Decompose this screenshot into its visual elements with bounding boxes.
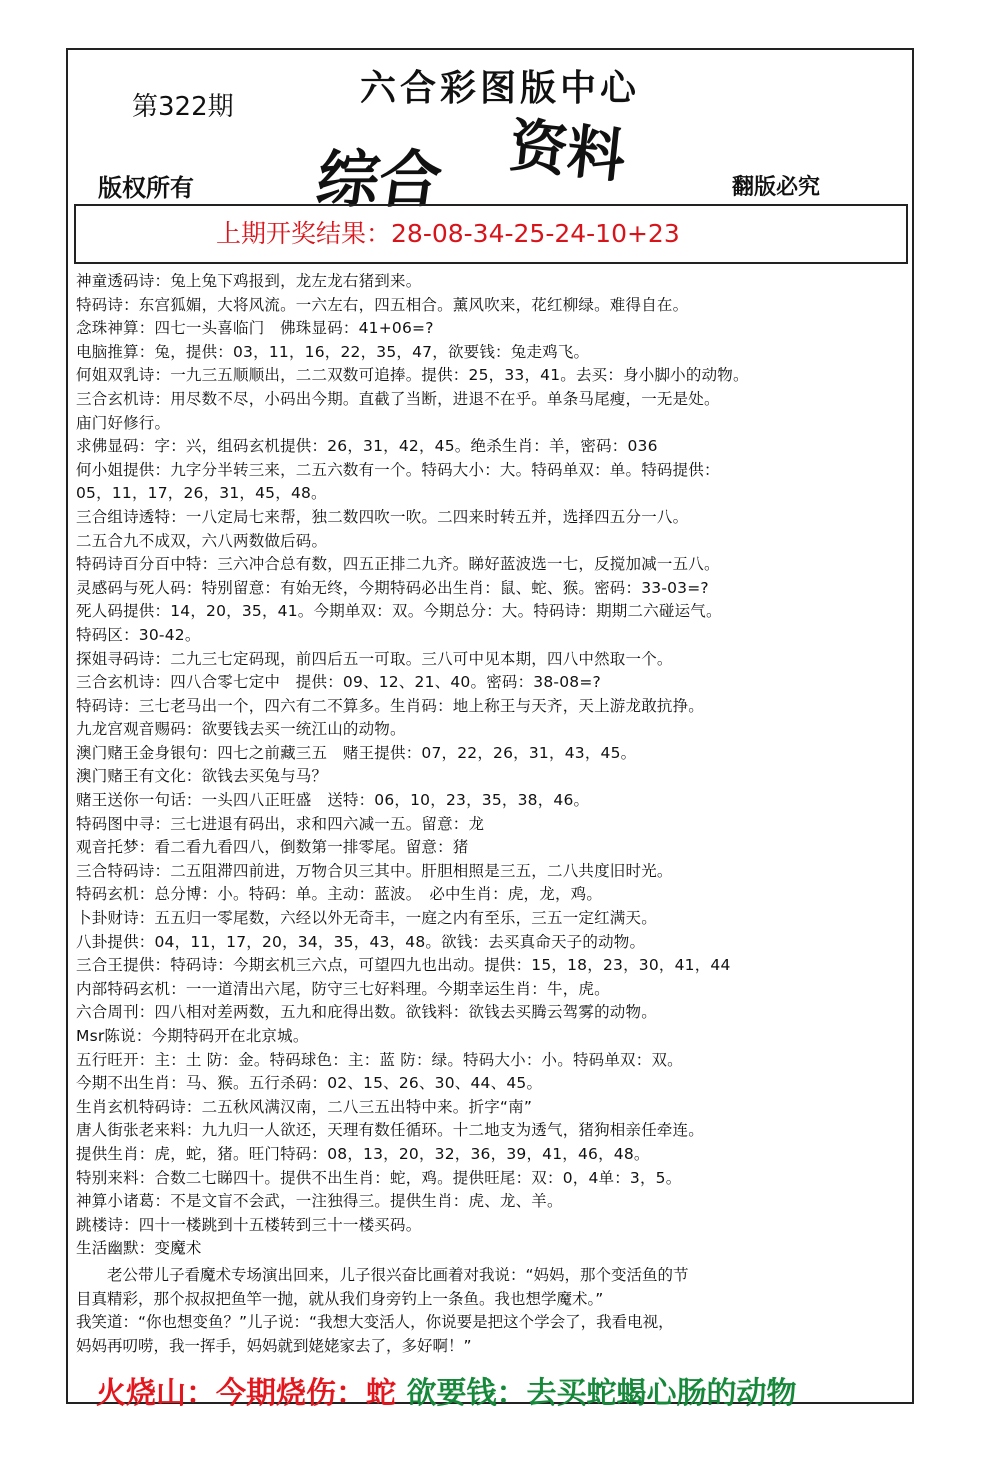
content-line: 澳门赌王金身银句：四七之前藏三五 赌王提供：07，22，26，31，43，45。 xyxy=(76,743,637,762)
bottom-green-text: 欲要钱：去买蛇蝎心肠的动物 xyxy=(406,1376,797,1411)
story-line: 妈妈再叨唠，我一挥手，妈妈就到姥姥家去了，多好啊！” xyxy=(76,1336,472,1355)
content-line: 五行旺开：主：土 防：金。特码球色：主：蓝 防：绿。特码大小：小。特码单双：双。 xyxy=(76,1050,683,1069)
content-line: 赌王送你一句话：一头四八正旺盛 送特：06，10，23，35，38，46。 xyxy=(76,791,590,810)
content-line: 三合王提供：特码诗：今期玄机三六点，可望四九也出动。提供：15，18，23，30，41，44 xyxy=(76,956,731,975)
content-line: 今期不出生肖：马、猴。五行杀码：02、15、26、30、44、45。 xyxy=(76,1074,543,1093)
story-line: 我笑道：“你也想变鱼？”儿子说：“我想大变活人，你说要是把这个学会了，我看电视， xyxy=(76,1313,674,1332)
copyright-label: 版权所有 xyxy=(98,174,194,202)
last-result-text xyxy=(216,214,680,250)
last-result-label: 上期开奖结果： xyxy=(216,219,392,248)
content-line: 灵感码与死人码：特别留意：有始无终，今期特码必出生肖：鼠、蛇、猴。密码：33-03=? xyxy=(76,578,709,597)
content-line: 何姐双乳诗：一九三五顺顺出，二二双数可追捧。提供：25，33，41。去买：身小脚小的动物。 xyxy=(76,366,749,385)
publisher-title: 六合彩图版中心 xyxy=(360,68,641,109)
content-line: 二五合九不成双，六八两数做后码。 xyxy=(76,531,328,550)
content-line: 念珠神算：四七一头喜临门 佛珠显码：41+06=? xyxy=(76,319,434,338)
last-result-numbers: 28-08-34-25-24-10+23 xyxy=(391,219,680,248)
content-line: 三合组诗透特：一八定局七来帮，独二数四吹一吹。二四来时转五并，选择四五分一八。 xyxy=(76,507,689,526)
content-line: 内部特码玄机：一一道清出六尾，防守三七好料理。今期幸运生肖：牛，虎。 xyxy=(76,979,610,998)
story-line: 目真精彩，那个叔叔把鱼竿一抛，就从我们身旁钓上一条鱼。我也想学魔术。” xyxy=(76,1289,604,1308)
content-line: 何小姐提供：九字分半转三来，二五六数有一个。特码大小：大。特码单双：单。特码提供： xyxy=(76,460,720,479)
content-line: 生活幽默：变魔术 xyxy=(76,1239,202,1258)
content-line: 电脑推算：兔，提供：03，11，16，22，35，47，欲要钱：兔走鸡飞。 xyxy=(76,342,590,361)
antipiracy-label: 翻版必究 xyxy=(732,175,821,200)
last-result-box xyxy=(74,204,908,264)
content-line: 三合玄机诗：用尽数不尽，小码出今期。直截了当断，进退不在乎。单条马尾瘦，一无是处。 xyxy=(76,389,720,408)
content-line: 庙门好修行。 xyxy=(76,413,171,432)
bottom-red-text: 火烧山：今期烧伤：蛇 xyxy=(96,1376,396,1411)
content-line: 六合周刊：四八相对差两数，五九和庇得出数。欲钱料：欲钱去买腾云驾雾的动物。 xyxy=(76,1003,657,1022)
content-line: 05，11，17，26，31，45，48。 xyxy=(76,484,327,503)
content-line: 提供生肖：虎，蛇，猪。旺门特码：08，13，20，32，36，39，41，46，48。 xyxy=(76,1144,650,1163)
content-line: 神童透码诗：兔上兔下鸡报到，龙左龙右猪到来。 xyxy=(76,272,422,290)
content-lines xyxy=(76,270,906,1261)
content-line: 三合玄机诗：四八合零七定中 提供：09、12、21、40。密码：38-08=? xyxy=(76,673,601,692)
content-line: 神算小诸葛：不是文盲不会武，一注独得三。提供生肖：虎、龙、羊。 xyxy=(76,1192,563,1211)
content-line: 观音托梦：看二看九看四八，倒数第一排零尾。留意：猪 xyxy=(76,838,469,857)
bottom-banner xyxy=(96,1368,796,1412)
content-line: 八卦提供：04，11，17，20，34，35，43，48。欲钱：去买真命天子的动物。 xyxy=(76,932,646,951)
story-line: 老公带儿子看魔术专场演出回来，儿子很兴奋比画着对我说：“妈妈，那个变活鱼的节 xyxy=(76,1266,689,1284)
main-title-right: 资料 xyxy=(506,111,629,191)
content-line: 唐人街张老来料：九九归一人欲还，天理有数任循环。十二地支为透气，猪狗相亲任牵连。 xyxy=(76,1121,705,1140)
content-line: 求佛显码：字：兴，组码玄机提供：26，31，42，45。绝杀生肖：羊，密码：036 xyxy=(76,437,658,456)
content-line: 九龙宫观音赐码：欲要钱去买一统江山的动物。 xyxy=(76,720,406,739)
main-title-left: 综合 xyxy=(312,143,447,216)
content-line: 特码图中寻：三七进退有码出，求和四六减一五。留意：龙 xyxy=(76,814,485,833)
content-line: 特码玄机：总分博：小。特码：单。主动：蓝波。 必中生肖：虎，龙，鸡。 xyxy=(76,885,603,904)
content-line: 三合特码诗：二五阻滞四前进，万物合贝三其中。肝胆相照是三五，二八共度旧时光。 xyxy=(76,861,673,880)
content-line: 澳门赌王有文化：欲钱去买兔与马？ xyxy=(76,767,328,786)
content-line: 死人码提供：14，20，35，41。今期单双：双。今期总分：大。特码诗：期期二六碰运气。 xyxy=(76,602,722,621)
content-line: 卜卦财诗：五五归一零尾数，六经以外无奇丰，一庭之内有至乐，三五一定红满天。 xyxy=(76,909,657,928)
content-line: 特码诗：东宫狐媚，大将风流。一六左右，四五相合。薰风吹来，花红柳绿。难得自在。 xyxy=(76,295,689,314)
content-line: 跳楼诗：四十一楼跳到十五楼转到三十一楼买码。 xyxy=(76,1215,422,1234)
content-line: 特码诗百分百中特：三六冲合总有数，四五正排二九齐。睇好蓝波选一七，反搅加减一五八。 xyxy=(76,555,720,574)
content-line: 特别来料：合数二七睇四十。提供不出生肖：蛇，鸡。提供旺尾：双：0，4单：3，5。 xyxy=(76,1168,682,1187)
issue-number: 第322期 xyxy=(132,92,234,122)
humor-story xyxy=(76,1264,906,1358)
content-line: 探姐寻码诗：二九三七定码现，前四后五一可取。三八可中见本期，四八中然取一个。 xyxy=(76,649,673,668)
content-line: 特码区：30-42。 xyxy=(76,625,201,644)
content-line: 特码诗：三七老马出一个，四六有二不算多。生肖码：地上称王与天齐，天上游龙敢抗挣。 xyxy=(76,696,705,715)
content-line: 生肖玄机特码诗：二五秋风满汉南，二八三五出特中来。折字“南” xyxy=(76,1097,533,1116)
content-line: Msr陈说：今期特码开在北京城。 xyxy=(76,1027,309,1045)
